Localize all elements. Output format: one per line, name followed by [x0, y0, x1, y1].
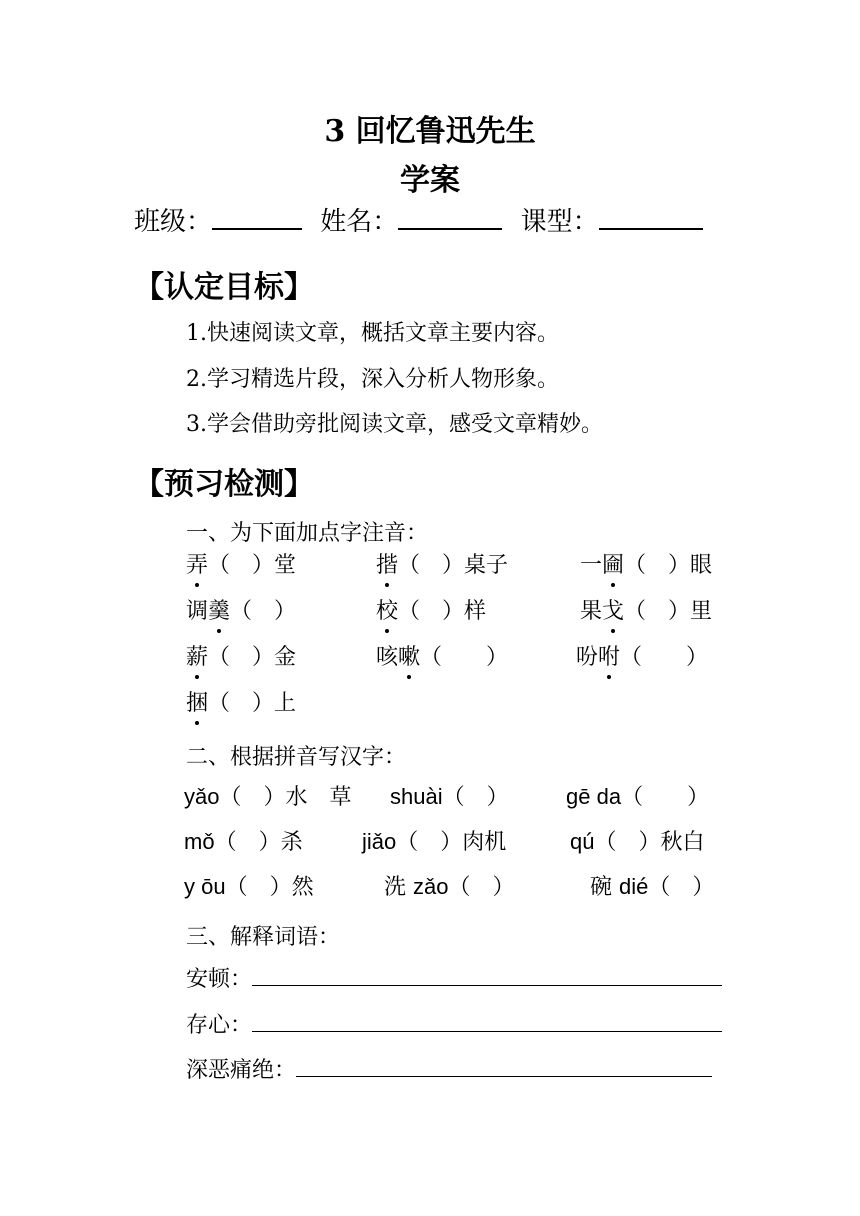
class-label: 班级： — [134, 207, 213, 237]
phonetic-item: 薪（ ）金 — [186, 640, 296, 671]
pinyin-item: gē da（ ） — [566, 784, 710, 810]
pinyin-item: mǒ（ ）杀 — [184, 829, 303, 855]
goals-heading: 【认定目标】 — [134, 270, 314, 305]
type-blank[interactable] — [599, 204, 703, 230]
goal-item: 1.快速阅读文章，概括文章主要内容。 — [186, 321, 559, 346]
phonetic-item: 校（ ）样 — [376, 594, 486, 625]
phonetic-item: 一圇（ ）眼 — [580, 548, 712, 579]
part2-title: 二、根据拼音写汉字： — [186, 745, 407, 770]
pinyin-item: 洗 zǎo（ ） — [384, 874, 515, 900]
part3-title: 三、解释词语： — [186, 925, 341, 950]
goal-item: 3.学会借助旁批阅读文章，感受文章精妙。 — [186, 412, 603, 437]
pinyin-item: qú（ ）秋白 — [570, 829, 705, 855]
answer-line[interactable] — [252, 1031, 722, 1032]
answer-line[interactable] — [296, 1076, 712, 1077]
name-label: 姓名： — [320, 207, 399, 237]
student-info-line — [134, 201, 703, 238]
page-subtitle: 学案 — [400, 163, 460, 198]
pinyin-item: yǎo（ ）水 草 — [184, 784, 352, 810]
phonetic-item: 咳嗽（ ） — [376, 640, 508, 671]
page-title: 3 回忆鲁迅先生 — [324, 114, 536, 149]
phonetic-item: 调羹（ ） — [186, 594, 296, 625]
preview-heading: 【预习检测】 — [134, 467, 314, 502]
phonetic-item: 揩（ ）桌子 — [376, 548, 508, 579]
name-blank[interactable] — [398, 204, 502, 230]
class-blank[interactable] — [212, 204, 302, 230]
phonetic-item: 捆（ ）上 — [186, 686, 296, 717]
term-label: 深恶痛绝： — [186, 1058, 297, 1083]
pinyin-item: 碗 dié（ ） — [590, 874, 715, 900]
part1-title: 一、为下面加点字注音： — [186, 521, 429, 546]
phonetic-item: 弄（ ）堂 — [186, 548, 296, 579]
term-label: 安顿： — [186, 967, 253, 992]
term-row — [186, 962, 722, 993]
answer-line[interactable] — [252, 985, 722, 986]
term-row — [186, 1053, 712, 1084]
term-row — [186, 1008, 722, 1039]
type-label: 课型： — [520, 207, 599, 237]
pinyin-item: y ōu（ ）然 — [184, 874, 314, 900]
phonetic-item: 吩咐（ ） — [576, 640, 708, 671]
pinyin-item: shuài（ ） — [390, 784, 509, 810]
pinyin-item: jiǎo（ ）肉机 — [362, 829, 507, 855]
phonetic-item: 果戈（ ）里 — [580, 594, 712, 625]
goal-item: 2.学习精选片段，深入分析人物形象。 — [186, 367, 559, 392]
term-label: 存心： — [186, 1013, 253, 1038]
